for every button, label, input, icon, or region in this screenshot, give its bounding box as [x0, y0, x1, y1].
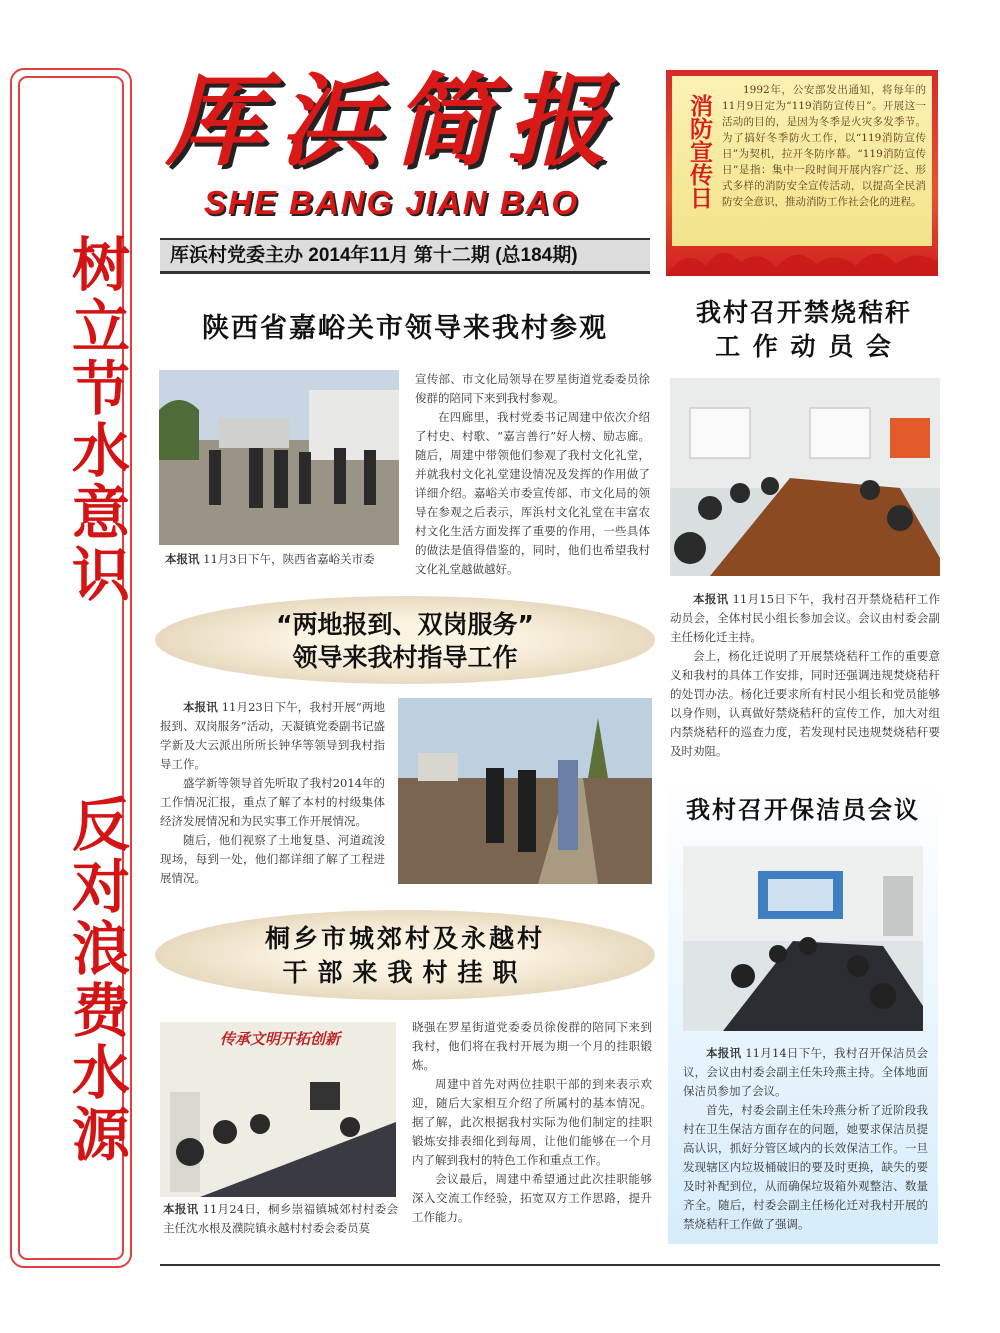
shuangdi-para-1: 11月23日下午，我村开展“两地报到、双岗服务”活动，天凝镇党委副书记盛学新及大云派出所所长钟华等领导到我村指导工作。 — [160, 700, 386, 771]
baojie-para-1: 11月14日下午，我村召开保洁员会议，会议由村委会副主任朱玲燕主持。全体地面保洁员参加了会议。 — [683, 1046, 929, 1098]
masthead-title: 厍浜简报 — [165, 62, 621, 180]
shuangdi-para-3: 随后，他们视察了土地复垦、河道疏浚现场，每到一处，他们都详细了解了工程进展情况。 — [160, 833, 385, 885]
shuangdi-para-2: 盛学新等领导首先听取了我村2014年的工作情况汇报，重点了解了本村的村级集体经济发展情况和为民实事工作开展情况。 — [160, 776, 385, 828]
fire-promo-text: 1992年，公安部发出通知，将每年的11月9日定为“119消防宣传日”。开展这一活动的目的，是因为冬季是火灾多发季节。为了搞好冬季防火工作，以“119消防宣传日”为契机，拉开冬防序幕。“119消防宣传日”是指：集中一段时间开展内容广泛、形式多样的消防安全宣传活动，以提高全民消防安全意识，推动消防工作社会化的进程。 — [722, 84, 926, 208]
masthead-pinyin: SHE BANG JIAN BAO — [204, 184, 580, 221]
jinshao-photo — [670, 378, 940, 576]
jiayuguan-lead: 本报讯 — [165, 552, 200, 566]
flame-decoration — [666, 242, 938, 276]
shuangdi-headline-line2: 领导来我村指导工作 — [292, 643, 518, 672]
baojie-photo-scene — [683, 846, 923, 1031]
tongxiang-photo-scene — [160, 1052, 396, 1197]
fire-promo-box — [666, 70, 938, 276]
tongxiang-headline-line1: 桐乡市城郊村及永越村 — [264, 924, 545, 953]
bottom-rule — [160, 1264, 940, 1266]
jinshao-headline-line1: 我村召开禁烧秸秆 — [695, 298, 912, 327]
article-jiayuguan-headline: 陕西省嘉峪关市领导来我村参观 — [202, 313, 608, 344]
tongxiang-photo — [160, 1022, 396, 1197]
tongxiang-body — [412, 1018, 652, 1227]
jiayuguan-photo — [159, 370, 399, 545]
shuangdi-body — [160, 698, 385, 888]
baojie-lead: 本报讯 — [706, 1046, 742, 1060]
shuangdi-photo — [398, 698, 652, 884]
jinshao-para-1: 11月15日下午，我村召开禁烧秸秆工作动员会，全体村民小组长参加会议。会议由村委会副主任杨化迁主持。 — [670, 592, 941, 644]
tongxiang-lead: 本报讯 — [163, 1202, 199, 1216]
shuangdi-lead: 本报讯 — [183, 700, 218, 714]
slogan-banner — [10, 68, 132, 1268]
baojie-headline: 我村召开保洁员会议 — [686, 796, 920, 824]
shuangdi-headline-line1: “两地报到、双岗服务” — [276, 610, 534, 639]
jinshao-headline-line2: 工 作 动 员 会 — [715, 332, 893, 361]
slogan-oppose-waste: 反对浪费水源 — [62, 794, 130, 1166]
jiayuguan-body — [415, 370, 650, 579]
jinshao-headline — [668, 296, 940, 364]
baojie-photo — [683, 846, 923, 1031]
fire-promo-panel — [672, 76, 932, 246]
tongxiang-headline — [160, 922, 650, 990]
tongxiang-para-2: 周建中首先对两位挂职干部的到来表示欢迎，随后大家相互介绍了所属村的基本情况。据了解，此次根据我村实际为他们制定的挂职锻炼安排表细化到每周，让他们能够在一个月内了解到我村的特色工作和重点工作。 — [412, 1077, 652, 1167]
jiayuguan-para-2: 在四廊里，我村党委书记周建中依次介绍了村史、村歌、“嘉言善行”好人榜、励志廊。随后，周建中带领他们参观了我村文化礼堂，并就我村文化礼堂建设情况及发挥的作用做了详细介绍。嘉峪关市委宣传部、市文化局的领导在参观之后表示，厍浜村文化礼堂在丰富农村文化生活方面发挥了重要的作用，一些具体的做法是值得借鉴的，同时，他们也希望我村文化礼堂越做越好。 — [415, 410, 650, 576]
jinshao-body — [670, 590, 940, 761]
jiayuguan-caption-text: 11月3日下午，陕西省嘉峪关市委 — [203, 552, 375, 566]
jiayuguan-para-1: 宣传部、市文化局领导在罗星街道党委委员徐俊群的陪同下来到我村参观。 — [415, 372, 650, 405]
jinshao-lead: 本报讯 — [693, 592, 729, 606]
tongxiang-para-3: 会议最后，周建中希望通过此次挂职能够深入交流工作经验，拓宽双方工作思路，提升工作能力。 — [412, 1172, 652, 1224]
jinshao-para-2: 会上，杨化迁说明了开展禁烧秸秆工作的重要意义和我村的具体工作安排，同时还强调违规焚烧秸秆的处罚办法。杨化迁要求所有村民小组长和党员能够以身作则，认真做好禁烧秸秆的宣传工作，加大对组内禁烧秸秆的巡查力度，若发现村民违规焚烧秸秆要及时劝阻。 — [670, 649, 940, 758]
jiayuguan-caption — [165, 550, 405, 569]
baojie-body — [683, 1044, 928, 1234]
jinshao-photo-scene — [670, 378, 940, 576]
shuangdi-photo-scene — [398, 698, 652, 884]
tongxiang-caption-text: 11月24日，桐乡崇福镇城郊村村委会主任沈水根及濮院镇永越村村委会委员莫 — [163, 1202, 399, 1235]
slogan-water-awareness: 树立节水意识 — [62, 234, 130, 606]
tongxiang-headline-line2: 干部来我村挂职 — [282, 958, 528, 987]
issue-line: 厍浜村党委主办 2014年11月 第十二期 (总184期) — [160, 238, 650, 274]
shuangdi-headline — [160, 608, 650, 674]
fire-promo-label: 消防宣传日 — [686, 94, 713, 209]
baojie-para-2: 首先，村委会副主任朱玲燕分析了近阶段我村在卫生保洁方面存在的问题，她要求保洁员提高认识，抓好分管区域内的长效保洁工作。一旦发现辖区内垃圾桶破旧的要及时更换，缺失的要及时补配到位，从而确保垃圾箱外观整洁、数量齐全。随后，村委会副主任杨化迁对我村开展的禁烧秸秆工作做了强调。 — [683, 1103, 928, 1231]
tongxiang-caption — [163, 1200, 398, 1238]
tongxiang-photo-banner: 传承文明开拓创新 — [219, 1030, 340, 1048]
jiayuguan-photo-scene — [159, 370, 399, 545]
tongxiang-para-1: 晓强在罗星街道党委委员徐俊群的陪同下来到我村，他们将在我村开展为期一个月的挂职锻炼。 — [412, 1020, 652, 1072]
